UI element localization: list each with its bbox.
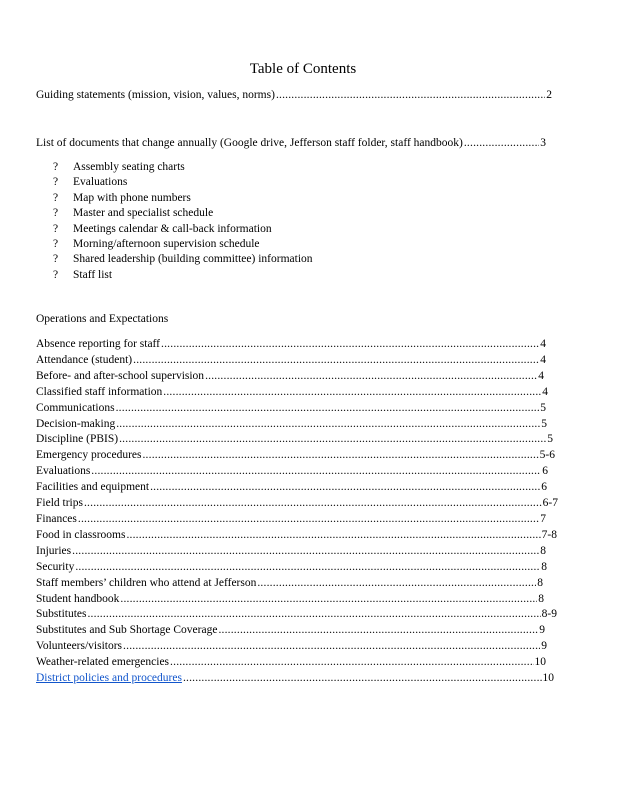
bullet-glyph: ? <box>53 253 59 266</box>
toc-entry-absence-reporting[interactable] <box>36 338 546 350</box>
dot-leader <box>161 338 539 350</box>
toc-entry-student-handbook[interactable] <box>36 593 544 605</box>
bullet-glyph: ? <box>53 237 59 250</box>
toc-entry-label: Staff members’ children who attend at Jefferson <box>36 577 257 589</box>
toc-entry-food-in-classrooms[interactable] <box>36 529 557 541</box>
toc-entry-annual-documents[interactable] <box>36 137 546 149</box>
list-item <box>53 237 313 252</box>
toc-entry-label: Security <box>36 561 75 573</box>
toc-entry-attendance[interactable] <box>36 354 546 366</box>
bullet-glyph: ? <box>53 176 59 189</box>
toc-entry-district-policies[interactable] <box>36 672 554 684</box>
toc-entry-page: 8 <box>537 577 543 589</box>
list-item <box>53 175 313 190</box>
list-item-label: Morning/afternoon supervision schedule <box>73 237 260 250</box>
dot-leader <box>116 402 540 414</box>
list-item-label: Map with phone numbers <box>73 191 191 204</box>
toc-entry-page: 8 <box>541 561 547 573</box>
toc-entry-page: 8-9 <box>541 608 557 620</box>
district-policies-link[interactable]: District policies and procedures <box>36 672 182 684</box>
toc-entry-label: Discipline (PBIS) <box>36 433 119 445</box>
toc-entry-label: Before- and after-school supervision <box>36 370 205 382</box>
toc-entry-page: 5 <box>547 433 553 445</box>
toc-entry-label: List of documents that change annually (Google drive, Jefferson staff folder, staff handbook) <box>36 137 463 149</box>
toc-entry-page: 3 <box>540 137 546 149</box>
toc-entry-page: 6 <box>542 465 548 477</box>
list-item-label: Shared leadership (building committee) information <box>73 253 313 266</box>
toc-entry-page: 8 <box>540 545 546 557</box>
dot-leader <box>142 449 538 461</box>
dot-leader <box>84 497 542 509</box>
dot-leader <box>464 137 539 149</box>
toc-entry-security[interactable] <box>36 561 547 573</box>
toc-entry-label: Evaluations <box>36 465 91 477</box>
list-item <box>53 206 313 221</box>
toc-entry-evaluations[interactable] <box>36 465 548 477</box>
toc-entry-label: Facilities and equipment <box>36 481 150 493</box>
toc-entry-page: 9 <box>539 624 545 636</box>
dot-leader <box>123 640 540 652</box>
dot-leader <box>75 561 540 573</box>
bullet-glyph: ? <box>53 222 59 235</box>
toc-entry-page: 2 <box>546 89 552 101</box>
dot-leader <box>163 386 541 398</box>
toc-entry-page: 10 <box>542 672 554 684</box>
bullet-glyph: ? <box>53 207 59 220</box>
bullet-glyph: ? <box>53 191 59 204</box>
list-item <box>53 191 313 206</box>
dot-leader <box>276 89 545 101</box>
list-item-label: Master and specialist schedule <box>73 207 214 220</box>
dot-leader <box>72 545 539 557</box>
list-item-label: Meetings calendar & call-back information <box>73 222 272 235</box>
toc-entry-volunteers[interactable] <box>36 640 547 652</box>
toc-entry-staff-children[interactable] <box>36 577 543 589</box>
list-item-label: Assembly seating charts <box>73 161 185 173</box>
toc-entry-page: 5 <box>540 402 546 414</box>
dot-leader <box>120 593 537 605</box>
bullet-glyph: ? <box>53 268 59 281</box>
toc-entry-decision-making[interactable] <box>36 418 547 430</box>
toc-entry-label: Food in classrooms <box>36 529 126 541</box>
toc-entry-page: 8 <box>538 593 544 605</box>
dot-leader <box>116 418 540 430</box>
dot-leader <box>218 624 538 636</box>
list-item <box>53 222 313 237</box>
toc-entry-emergency-procedures[interactable] <box>36 449 555 461</box>
list-item <box>53 160 313 175</box>
dot-leader <box>78 513 539 525</box>
toc-entry-classified-staff[interactable] <box>36 386 548 398</box>
annual-documents-list <box>53 160 313 283</box>
toc-entry-label: Weather-related emergencies <box>36 656 170 668</box>
page-title: Table of Contents <box>249 61 357 77</box>
dot-leader <box>150 481 540 493</box>
toc-entry-label: Substitutes <box>36 608 87 620</box>
dot-leader <box>133 354 539 366</box>
dot-leader <box>257 577 536 589</box>
toc-entry-label: Emergency procedures <box>36 449 142 461</box>
list-item-label: Staff list <box>73 268 113 281</box>
toc-entry-page: 4 <box>540 338 546 350</box>
toc-entry-guiding-statements[interactable] <box>36 89 552 101</box>
toc-entry-label: Communications <box>36 402 115 414</box>
toc-entry-label: Finances <box>36 513 77 525</box>
toc-entry-label: Attendance (student) <box>36 354 133 366</box>
dot-leader <box>91 465 541 477</box>
toc-entry-finances[interactable] <box>36 513 546 525</box>
dot-leader <box>126 529 540 541</box>
toc-entry-label: Substitutes and Sub Shortage Coverage <box>36 624 218 636</box>
toc-entry-injuries[interactable] <box>36 545 546 557</box>
dot-leader <box>205 370 537 382</box>
dot-leader <box>170 656 533 668</box>
toc-entry-label: Field trips <box>36 497 83 509</box>
list-item <box>53 252 313 267</box>
list-item-label: Evaluations <box>73 176 128 189</box>
toc-entry-field-trips[interactable] <box>36 497 558 509</box>
dot-leader <box>183 672 542 684</box>
toc-entry-page: 9 <box>541 640 547 652</box>
toc-entry-page: 6 <box>541 481 547 493</box>
toc-entry-page: 5 <box>541 418 547 430</box>
toc-entry-label: Decision-making <box>36 418 116 430</box>
toc-entry-weather[interactable] <box>36 656 546 668</box>
toc-entry-page: 4 <box>540 354 546 366</box>
toc-entry-communications[interactable] <box>36 402 546 414</box>
toc-entry-label: Volunteers/visitors <box>36 640 123 652</box>
toc-entry-page: 7 <box>540 513 546 525</box>
list-item <box>53 268 313 283</box>
toc-entry-label: Injuries <box>36 545 72 557</box>
toc-entry-page: 4 <box>538 370 544 382</box>
dot-leader <box>87 608 540 620</box>
bullet-glyph: ? <box>53 161 59 173</box>
toc-entry-label: Student handbook <box>36 593 120 605</box>
section-heading-operations: Operations and Expectations <box>36 313 169 325</box>
toc-entry-page: 4 <box>542 386 548 398</box>
toc-entry-substitutes[interactable] <box>36 608 557 620</box>
toc-entry-page: 10 <box>534 656 546 668</box>
toc-entry-page: 7-8 <box>541 529 557 541</box>
toc-entry-page: 5-6 <box>539 449 555 461</box>
toc-entry-facilities[interactable] <box>36 481 547 493</box>
toc-entry-label: Guiding statements (mission, vision, values, norms) <box>36 89 275 101</box>
toc-entry-label: Absence reporting for staff <box>36 338 161 350</box>
toc-entry-discipline[interactable] <box>36 433 553 445</box>
toc-entry-label: Classified staff information <box>36 386 163 398</box>
toc-entry-page: 6-7 <box>542 497 558 509</box>
toc-entry-sub-shortage[interactable] <box>36 624 545 636</box>
toc-entry-supervision[interactable] <box>36 370 544 382</box>
dot-leader <box>119 433 546 445</box>
